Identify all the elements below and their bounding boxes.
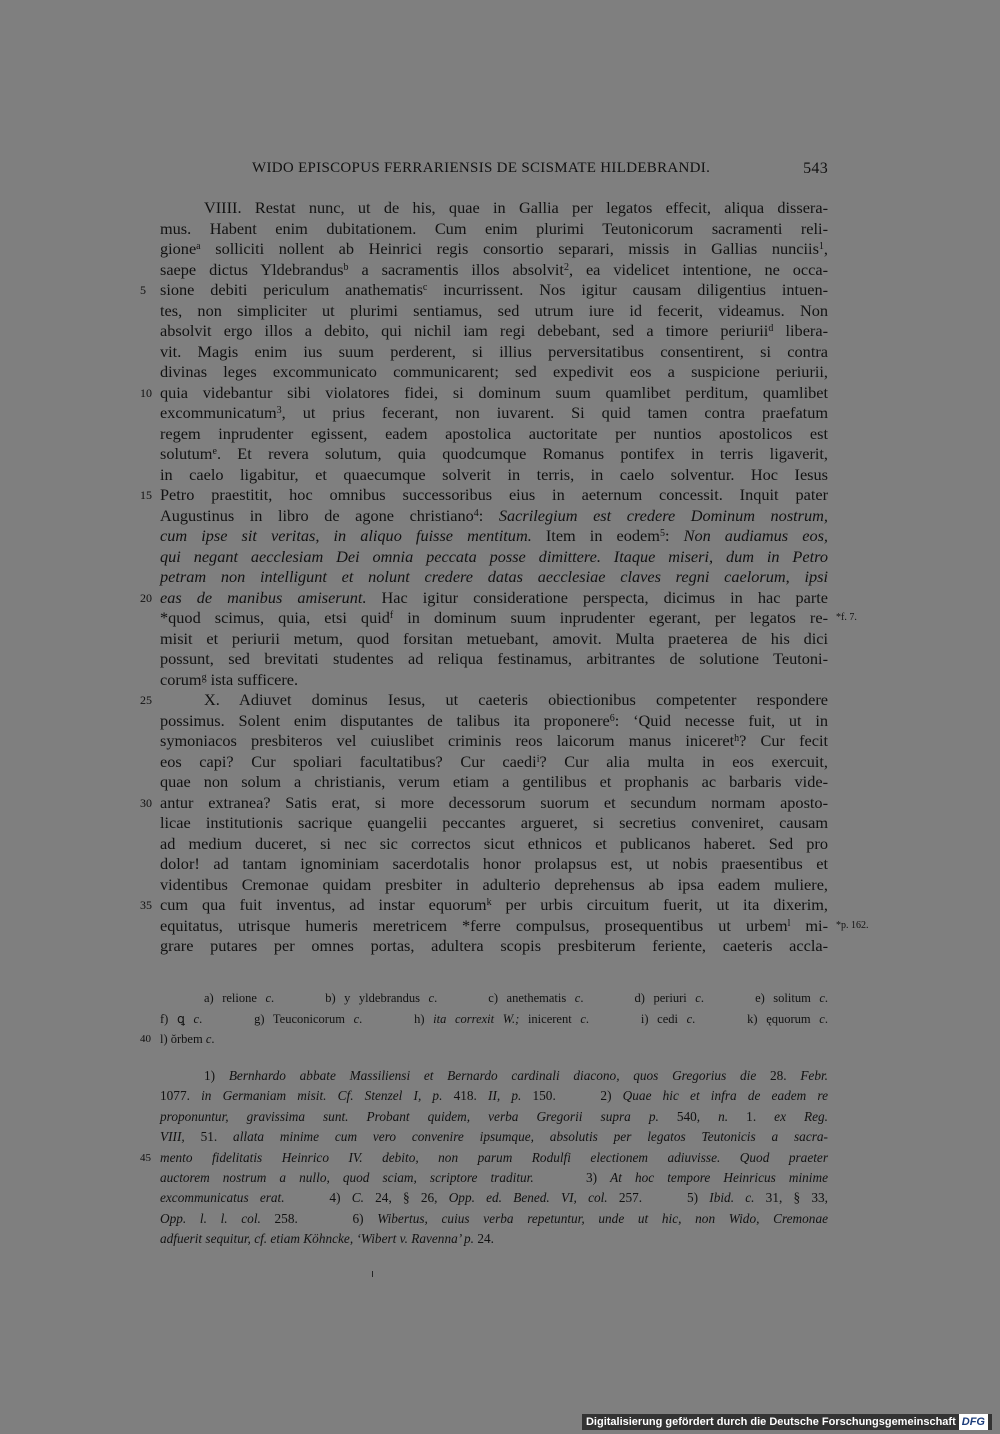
text-line <box>160 301 828 322</box>
text-line <box>160 670 828 691</box>
apparatus-line <box>160 988 828 1009</box>
text-line <box>160 547 828 568</box>
footnote-line <box>160 1127 828 1147</box>
text-line-text: cum qua fuit inventus, ad instar equorum$^k$ per urbis circuitum fuerit, ut ita dixerim, <box>160 895 828 914</box>
text-line-text: possunt, sed brevitati studentes ad reliqua festinamus, arbitrantes de solutione Teutoni- <box>160 649 828 668</box>
text-line-text: mus. Habent enim dubitationem. Cum enim plurimi Teutonicorum sacramenti reli- <box>160 218 828 238</box>
line-number: 5 <box>140 283 146 297</box>
text-line-text: in caelo ligabitur, et quaecumque solverit in terris, in caelo solventur. Hoc Iesus <box>160 464 828 484</box>
text-line <box>160 239 828 260</box>
text-line <box>160 321 828 342</box>
text-line <box>160 424 828 445</box>
footnote-line <box>140 1148 828 1168</box>
text-line <box>160 526 828 547</box>
text-line <box>160 465 828 486</box>
text-line-text: petram non intelligunt et nolunt credere datas aecclesiae claves regni caelorum, ipsi <box>160 567 828 586</box>
footnote-line <box>160 1168 828 1188</box>
text-line-text: dolor! ad tantam ignominiam sacerdotalis honor prolapsus est, ut nobis praesentibus et <box>160 854 828 873</box>
text-line <box>160 875 828 896</box>
text-line-text: sione debiti periculum anathematis$^c$ incurrissent. Nos igitur causam diligentius intuen- <box>160 280 829 299</box>
footnotes <box>140 1066 829 1250</box>
line-number: 35 <box>140 898 152 912</box>
footer-text: Digitalisierung gefördert durch die Deutsche Forschungsgemeinschaft <box>585 1416 956 1428</box>
text-line-text: *quod scimus, quia, etsi quid$^f$ in dominum suum inprudenter egerant, per legatos re- <box>160 608 829 627</box>
dfg-footer <box>582 1414 992 1430</box>
text-line <box>160 198 828 219</box>
text-line-text: regem inprudenter egissent, eadem apostolica auctoritate per nuntios apostolicos est <box>160 423 828 443</box>
text-line <box>160 219 828 240</box>
line-number: 15 <box>140 488 152 502</box>
text-line-text: gione$^a$ solliciti nollent ab Heinrici regis consortio separari, missis in Gallias nunciis$^1$, <box>160 239 828 258</box>
apparatus-line <box>140 1029 828 1050</box>
text-line-text: licae institutionis sacrique ęuangelii peccantes argueret, si secretius conveniret, causam <box>160 813 828 832</box>
text-line <box>160 772 828 793</box>
apparatus-line-text: a) relione c. b) y yldebrandus c. c) anethematis c. d) periuri c. e) solitum c. <box>204 991 829 1005</box>
running-title: WIDO EPISCOPUS FERRARIENSIS DE SCISMATE HILDEBRANDI. <box>252 160 711 176</box>
footnote-line-text: excommunicatus erat. 4) C. 24, § 26, Opp. ed. Bened. VI, col. 257. 5) Ibid. c. 31, § 33, <box>160 1190 829 1206</box>
line-number: 25 <box>140 693 152 707</box>
page-number: 543 <box>803 160 828 177</box>
footnote-line-text: proponuntur, gravissima sunt. Probant quidem, verba Gregorii supra p. 540, n. 1. ex Reg. <box>160 1108 829 1124</box>
text-line-text: excommunicatum$^3$, ut prius fecerant, non iuvarent. Si quid tamen contra praefatum <box>160 403 828 422</box>
footnote-line <box>160 1229 828 1249</box>
critical-apparatus <box>140 988 829 1050</box>
apparatus-line <box>160 1009 828 1030</box>
text-line <box>140 382 828 404</box>
text-line <box>160 915 869 937</box>
text-line <box>140 485 828 506</box>
footnote-line-text: 1077. in Germaniam misit. Cf. Stenzel I, p. 418. II, p. 150. 2) Quae hic et infra de eadem re <box>160 1088 828 1104</box>
text-line-text: corum$^g$ ista sufficere. <box>160 669 299 689</box>
text-line-text: videntibus Cremonae quidam presbiter in adulterio deprehensus ab ipsa eadem muliere, <box>160 874 828 894</box>
text-line-text: antur extranea? Satis erat, si more decessorum suorum et secundum normam aposto- <box>160 792 828 812</box>
text-line-text: saepe dictus Yldebrandus$^b$ a sacramentis illos absolvit$^2$, ea videlicet intentione, ne occa- <box>160 259 829 279</box>
footnote-line <box>160 1188 828 1208</box>
text-line-text: divinas leges excommunicato communicarent; sed expedivit eos a suspicione periurii, <box>160 362 828 381</box>
footnote-line-text: adfuerit sequitur, cf. etiam Köhncke, ‘Wibert v. Ravenna’ p. 24. <box>160 1231 494 1247</box>
text-line-text: qui negant aecclesiam Dei omnia peccata posse dimittere. Itaque miseri, dum in Petro <box>160 546 828 566</box>
text-line <box>160 731 828 752</box>
footnote-line-text: auctorem nostrum a nullo, quod sciam, scriptore traditur. 3) At hoc tempore Heinricus minime <box>160 1169 828 1185</box>
text-line <box>160 260 828 281</box>
margin-folio-note: *f. 7. <box>836 612 857 623</box>
text-line <box>160 567 828 588</box>
text-line-text: symoniacos presbiteros vel cuiuslibet criminis reos laicorum manus iniceret$^h$? Cur fecit <box>160 731 828 750</box>
footnote-line <box>160 1086 828 1106</box>
apparatus-line-text: f) ꝗ c. g) Teuconicorum c. h) ita correxit W.; inicerent c. i) cedi c. k) ęquorum c. <box>160 1011 828 1026</box>
text-line <box>160 834 828 855</box>
text-line <box>140 280 829 301</box>
text-line <box>140 895 828 916</box>
line-number: 20 <box>140 590 152 605</box>
footnote-line-text: 1) Bernhardo abbate Massiliensi et Bernardo cardinali diacono, quos Gregorius die 28. Febr. <box>204 1068 829 1083</box>
text-line-text: solutum$^e$. Et revera solutum, quia quodcumque Romanus pontifex in terris ligaverit, <box>160 444 828 463</box>
footnote-line-text: Opp. l. l. col. 258. 6) Wibertus, cuius verba repetuntur, unde ut hic, non Wido, Cremonae <box>160 1210 829 1226</box>
footnote-line-text: VIII, 51. allata minime cum vero convenire ipsumque, absolutis per legatos Teutonicis a sacra- <box>160 1129 828 1145</box>
text-line-text: eos capi? Cur spoliari facultatibus? Cur caedi$^i$? Cur alia multa in eos exercuit, <box>160 751 828 771</box>
text-line-text: quae non solum a christianis, verum etiam a gentilibus et prophanis ac barbaris vide- <box>160 772 828 791</box>
footnote-line <box>160 1209 828 1229</box>
text-line-text: X. Adiuvet dominus Iesus, ut caeteris obiectionibus competenter respondere <box>204 690 828 709</box>
text-line <box>160 711 828 732</box>
line-number: 10 <box>140 385 152 400</box>
footnote-line-text: mento fidelitatis Heinrico IV. debito, non parum Rodulfi electionem adiuvisse. Quod praeter <box>160 1149 828 1165</box>
text-line-text: misit et periurii metum, quod forsitan metuebant, amovit. Multa praeterea de his dici <box>160 628 828 648</box>
text-line-text: vit. Magis enim ius suum perderent, si illius perversitatibus consentirent, si contra <box>160 341 828 361</box>
text-line-text: Petro praestitit, hoc omnibus successoribus eius in aeternum concessit. Inquit pater <box>160 485 828 504</box>
text-line-text: VIIII. Restat nunc, ut de his, quae in Gallia per legatos effecit, aliqua dissera- <box>204 198 828 217</box>
footnote-line <box>160 1107 828 1127</box>
text-line <box>160 936 828 957</box>
text-line <box>160 752 828 773</box>
text-line-text: tes, non simpliciter ut plurimi sentiamus, sed utrum iure id fecerit, videamus. Non <box>160 300 828 320</box>
text-line <box>140 587 829 609</box>
text-line-text: grare putares per omnes portas, adultera scopis presbiterum feriente, caeteris accla- <box>160 936 828 955</box>
text-line-text: equitatus, utrisque humeris meretricem *ferre compulsus, prosequentibus ut urbem$^l$ mi- <box>160 915 829 935</box>
text-line <box>160 342 828 363</box>
print-mark <box>372 1271 373 1277</box>
text-line <box>140 792 828 814</box>
text-line <box>160 362 828 383</box>
line-number: 40 <box>140 1033 151 1045</box>
text-line <box>160 629 828 650</box>
text-line-text: Augustinus in libro de agone christiano$^4$: Sacrilegium est credere Dominum nostrum, <box>160 505 828 525</box>
text-line <box>140 690 828 711</box>
apparatus-line-text: l) ŏrbem c. <box>160 1032 215 1046</box>
text-line <box>160 444 828 465</box>
line-number: 30 <box>140 795 152 810</box>
text-line-text: ad medium duceret, si nec sic correctos sicut ethnicos et publicanos haberet. Sed pro <box>160 833 828 853</box>
text-line <box>160 506 828 527</box>
main-text <box>140 198 869 957</box>
line-number: 45 <box>140 1151 151 1164</box>
text-line <box>160 854 828 875</box>
text-line-text: absolvit ergo illos a debito, qui nichil iam regi debebant, sed a timore periurii$^d$ libera- <box>160 321 828 340</box>
text-line-text: cum ipse sit veritas, in aliquo fuisse mentitum. Item in eodem$^5$: Non audiamus eos, <box>160 526 828 545</box>
text-line <box>160 813 828 834</box>
margin-folio-note: *p. 162. <box>836 919 869 931</box>
text-line <box>160 649 828 670</box>
footnote-line <box>160 1066 828 1086</box>
text-line-text: possimus. Solent enim disputantes de talibus ita proponere$^6$: ‘Quid necesse fuit, ut in <box>160 710 828 730</box>
running-header <box>160 160 828 182</box>
dfg-logo: DFG <box>959 1414 988 1430</box>
text-line-text: eas de manibus amiserunt. Hac igitur consideratione perspecta, dicimus in hac parte <box>160 587 829 607</box>
text-line-text: quia videbantur sibi violatores fidei, si dominum suum quamlibet perditum, quamlibet <box>160 382 828 402</box>
text-line <box>160 403 828 424</box>
text-line <box>160 608 857 629</box>
